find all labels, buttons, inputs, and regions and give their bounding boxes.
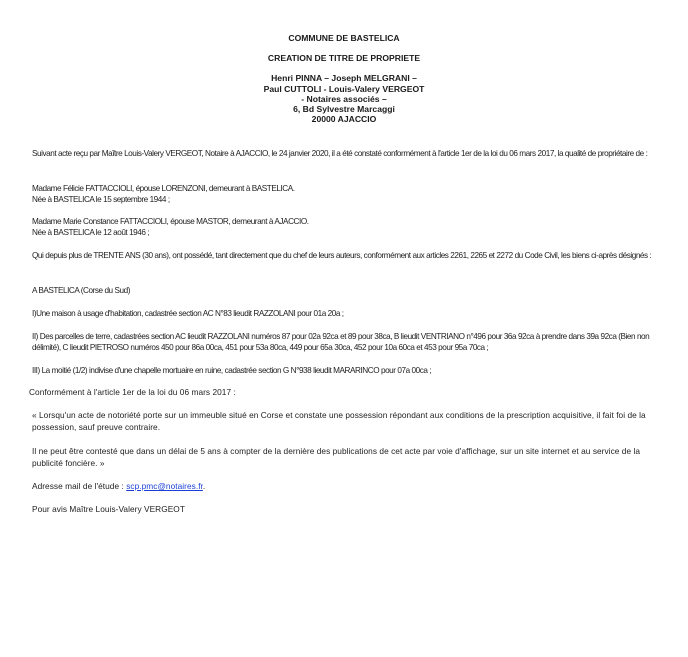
address-line-2: 20000 AJACCIO (311, 114, 377, 125)
property-item-3: III) La moitié (1/2) indivise d'une chapelle mortuaire en ruine, cadastrée section G N°938 lieudit MARARINCO pour 07a 00ca ; (32, 366, 432, 375)
quote-paragraph-1: « Lorsqu'un acte de notoriété porte sur un immeuble situé en Corse et constate une possession répondant aux conditions de la prescription acquisitive, il fait foi de la possession, sauf preuve contraire. (32, 410, 646, 432)
property-item-2: II) Des parcelles de terre, cadastrées section AC lieudit RAZZOLANI numéros 87 pour 02a 92ca et 89 pour 38ca, B lieudit VENTRIANO n°496 pour 36a 92ca à prendre dans 39a 92ca (Bien non délimité), C lieudit PIETROSO numéros 450 pour 86a 00ca, 451 pour 53a 80ca, 449 pour 65a 30ca, 452 pour 10a 60ca et 453 pour 95a 70ca ; (32, 332, 650, 352)
owner-1-birth: Née à BASTELICA le 15 septembre 1944 ; (32, 194, 170, 204)
commune-title: COMMUNE DE BASTELICA (288, 33, 400, 43)
email-label: Adresse mail de l'étude : (32, 481, 127, 491)
owner-2-birth: Née à BASTELICA le 12 août 1946 ; (32, 227, 150, 237)
conformement-line: Conformément à l'article 1er de la loi du 06 mars 2017 : (29, 387, 236, 397)
owner-2-name: Madame Marie Constance FATTACCIOLI, épouse MASTOR, demeurant à AJACCIO. (32, 217, 309, 226)
document-title: CREATION DE TITRE DE PROPRIETE (267, 53, 421, 64)
signature-line: Pour avis Maître Louis-Valery VERGEOT (32, 504, 185, 514)
notaries-line-2: Paul CUTTOLI - Louis-Valery VERGEOT (263, 83, 425, 94)
notaries-line-1: Henri PINNA – Joseph MELGRANI – (271, 73, 417, 84)
notaries-line-3: - Notaires associés – (301, 93, 387, 104)
address-line-1: 6, Bd Sylvestre Marcaggi (293, 104, 395, 115)
property-item-1: I)Une maison à usage d'habitation, cadastrée section AC N°83 lieudit RAZZOLANI pour 01a 20a ; (32, 309, 344, 318)
email-line (32, 481, 672, 493)
email-link[interactable]: scp.pmc@notaires.fr (126, 481, 203, 491)
possession-paragraph: Qui depuis plus de TRENTE ANS (30 ans), ont possédé, tant directement que du chef de leurs auteurs, conformément aux articles 2261, 2265 et 2272 du Code Civil, les biens ci-après désignés : (32, 251, 652, 260)
intro-paragraph: Suivant acte reçu par Maître Louis-Valery VERGEOT, Notaire à AJACCIO, le 24 janvier 2020, il a été constaté conformément à l'article 1er de la loi du 06 mars 2017, la qualité de propriétaire de : (32, 149, 648, 158)
email-suffix: . (202, 481, 206, 491)
owner-1-name: Madame Félicie FATTACCIOLI, épouse LORENZONI, demeurant à BASTELICA. (32, 184, 295, 193)
owner-2 (32, 217, 664, 239)
notice-header (0, 33, 688, 124)
owner-1 (32, 184, 664, 206)
location-line: A BASTELICA (Corse du Sud) (32, 286, 130, 295)
quote-paragraph-2: Il ne peut être contesté que dans un délai de 5 ans à compter de la dernière des publications de cet acte par voie d'affichage, sur un site internet et au service de la publicité foncière. » (32, 446, 641, 468)
